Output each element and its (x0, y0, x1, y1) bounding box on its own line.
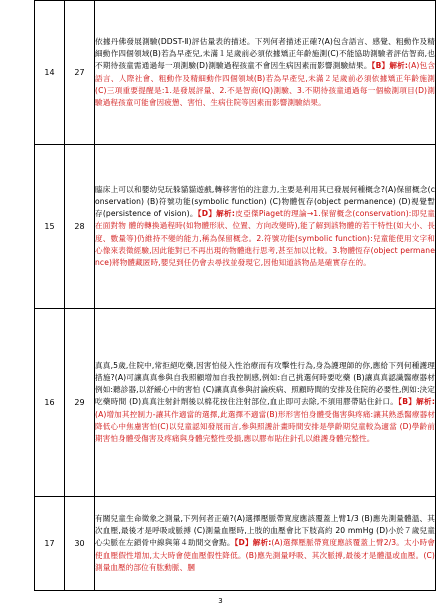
question-text: 有關兒童生命徵象之測量,下列何者正確?(A)選擇壓脈帶寬度應該覆蓋上臂1/3 (B)應先測量體溫、其次血壓,最後才是呼吸或脈搏 (C)測量血壓時,上肢的血壓會比下肢高約 20 mmHg (D)小於７歲兒童心尖脈在左鎖骨中線與第４助間交會點。 (95, 513, 435, 548)
row-number: 15 (35, 145, 65, 309)
table-row (35, 1, 436, 145)
question-cell (95, 145, 436, 309)
page-number: 3 (218, 597, 223, 605)
row-number: 16 (35, 309, 65, 497)
question-text: 真真,5歲,住院中,常拒絕吃藥,因害怕侵入性治療而有攻擊性行為,身為護理師的你,應給下列何種護理措施?(A)可讓真真參與自我照顧增加自我控制感,例如:自己挑選何時要吃藥 (B)讓真真認識醫療器材例如:聽診器,以舒緩心中的害怕 (C)讓真真參與討論疾病、照顧時間的安排及住院的必要性,例如:決定吃藥時間 (D)真真注射針劑後以棉花按住注射部位,血止即可去除,不須用膠帶貼住針口。 (95, 360, 435, 407)
answer-explanation: 皮亞傑Piaget的理論→1.保留概念(conservation):即兒童在面對物 體的轉換過程時(如物體形狀、位置、方向改變時),能了解到該物體的若干特性(如大小、長度、數量等)仍維持不變的能力,稱為保留概念。2.符號功能(symbolic function):兒童能使用文字和心像來表徵經驗,因此能對已不再出現的物體進行思考,甚至加以比較。3.物體恆存(object permanence)將物體藏匿時,嬰兒到任仍會去尋找並發現它,因他知道該物品是確實存在的。 (95, 209, 436, 267)
question-text: 臨床上可以和嬰幼兒玩躲貓貓遊戲,轉移害怕的注意力,主要是利用其已發展何種概念?(A)保留概念(conservation) (B)符號功能(symbolic function) (C)物體恆存(object permanence) (D)視覺暫存(persistence of vision)。 (95, 184, 435, 219)
question-number: 29 (65, 309, 95, 497)
question-text: 依據丹佛發展測驗(DDST-Ⅱ)評估量表的描述。下列何者描述正確?(A)包含語言、感覺、粗動作及精細動作四個領域(B)若為早產兒,未滿１足歲前必須依據矯正年齡施測(C)不能協助測驗者評估智商,也不期待孩童需通過每一項測驗(D)測驗過程孩童不會因生病因素而影響測驗結果。 (95, 36, 435, 71)
document-page (34, 0, 436, 591)
answer-tag: 【D】解析: (234, 538, 272, 548)
question-cell (95, 497, 436, 591)
answer-explanation: (A)選擇壓脈帶寬度應該覆蓋上臂2/3。太小時會使血壓假性增加,太大時會使血壓假性降低。(B)應先測量呼吸、其次脈搏,最後才是體溫或血壓。(C)測量血壓的部位有肱動脈、膕 (95, 538, 435, 572)
question-cell (95, 1, 436, 145)
question-number: 30 (65, 497, 95, 591)
question-number: 27 (65, 1, 95, 145)
table-row (35, 309, 436, 497)
answer-tag: 【B】解析: (398, 397, 435, 407)
table-row (35, 497, 436, 591)
question-cell (95, 309, 436, 497)
answer-explanation: (A)增加其控制力-讓其作適當的選擇,此選擇不適當(B)形形害怕身體受傷害與疼痛:讓其熟悉醫療器材降低心中焦慮害怕(C)以兒童認知發展而言,參與照護計畫時間安排是學齡期兒童較為適當 (D)學齡前期害怕身體受傷害及疼痛與身體完整性受損,應以膠布貼住針孔以維護身體完整性。 (95, 409, 435, 443)
answer-tag: 【D】解析: (197, 209, 236, 219)
row-number: 14 (35, 1, 65, 145)
answer-tag: 【B】解析: (371, 61, 409, 71)
table-row (35, 145, 436, 309)
question-number: 28 (65, 145, 95, 309)
question-table (34, 0, 436, 591)
row-number: 17 (35, 497, 65, 591)
answer-explanation: (A)包含語言、人際社會、粗動作及精細動作四個領域(B)若為早產兒,未滿２足歲前必須依據矯正年齡施測(C)三項重要提醒是:1.是發展評量、2.不是智商(IQ)測驗、3.不期待孩童通過每一個檢測項目(D)測驗過程孩童可能會因疲憊、害怕、生病住院等因素而影響測驗結果。 (95, 61, 436, 107)
